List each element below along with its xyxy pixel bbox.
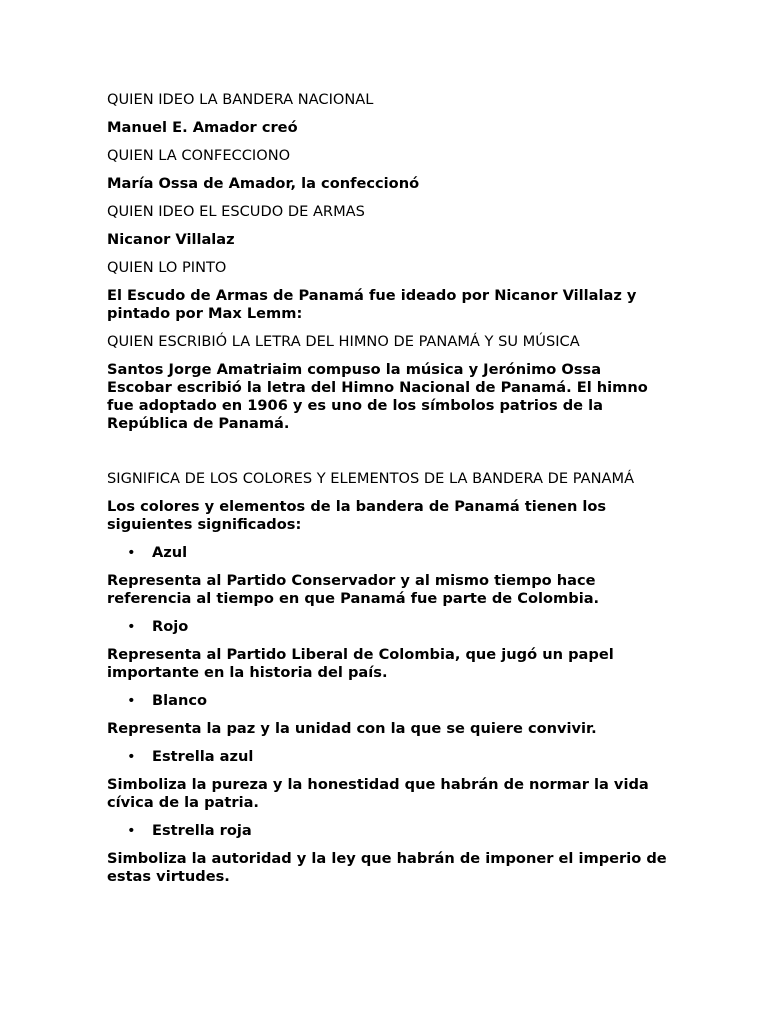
question-heading: QUIEN IDEO LA BANDERA NACIONAL	[107, 91, 374, 108]
bullet-item	[107, 618, 667, 636]
question-heading: QUIEN LO PINTO	[107, 259, 227, 276]
answer-paragraph: Los colores y elementos de la bandera de Panamá tienen los siguientes significados:	[107, 498, 607, 533]
bullet-label: Blanco	[152, 692, 208, 709]
bullet-item	[107, 748, 667, 766]
bullet-list	[107, 544, 667, 562]
bullet-label: Azul	[152, 544, 188, 561]
bullet-label: Estrella roja	[152, 822, 252, 839]
question-heading: QUIEN ESCRIBIÓ LA LETRA DEL HIMNO DE PANAMÁ Y SU MÚSICA	[107, 333, 580, 350]
answer-paragraph: Manuel E. Amador creó	[107, 119, 298, 136]
bullet-icon: •	[127, 692, 136, 709]
answer-paragraph: Nicanor Villalaz	[107, 231, 235, 248]
answer-paragraph: Santos Jorge Amatriaim compuso la música y Jerónimo Ossa Escobar escribió la letra del Himno Nacional de Panamá. El himno fue adoptado en 1906 y es uno de los símbolos patrios de la República de Panamá.	[107, 361, 648, 432]
bullet-item	[107, 822, 667, 840]
document-page	[107, 91, 667, 896]
bullet-list	[107, 822, 667, 840]
answer-paragraph: El Escudo de Armas de Panamá fue ideado por Nicanor Villalaz y pintado por Max Lemm:	[107, 287, 637, 322]
answer-paragraph: Representa al Partido Conservador y al mismo tiempo hace referencia al tiempo en que Panamá fue parte de Colombia.	[107, 572, 600, 607]
answer-paragraph: Representa al Partido Liberal de Colombia, que jugó un papel importante en la historia del país.	[107, 646, 614, 681]
answer-paragraph: María Ossa de Amador, la confeccionó	[107, 175, 420, 192]
paragraph-spacer	[107, 443, 667, 470]
bullet-icon: •	[127, 748, 136, 765]
bullet-item	[107, 692, 667, 710]
bullet-list	[107, 748, 667, 766]
bullet-icon: •	[127, 544, 136, 561]
bullet-label: Estrella azul	[152, 748, 254, 765]
bullet-item	[107, 544, 667, 562]
answer-paragraph: Simboliza la pureza y la honestidad que habrán de normar la vida cívica de la patria.	[107, 776, 649, 811]
answer-paragraph: Representa la paz y la unidad con la que se quiere convivir.	[107, 720, 597, 737]
bullet-icon: •	[127, 822, 136, 839]
question-heading: QUIEN LA CONFECCIONO	[107, 147, 291, 164]
question-heading: SIGNIFICA DE LOS COLORES Y ELEMENTOS DE LA BANDERA DE PANAMÁ	[107, 470, 635, 487]
answer-paragraph: Simboliza la autoridad y la ley que habrán de imponer el imperio de estas virtudes.	[107, 850, 667, 885]
bullet-list	[107, 618, 667, 636]
bullet-label: Rojo	[152, 618, 189, 635]
question-heading: QUIEN IDEO EL ESCUDO DE ARMAS	[107, 203, 365, 220]
bullet-list	[107, 692, 667, 710]
bullet-icon: •	[127, 618, 136, 635]
